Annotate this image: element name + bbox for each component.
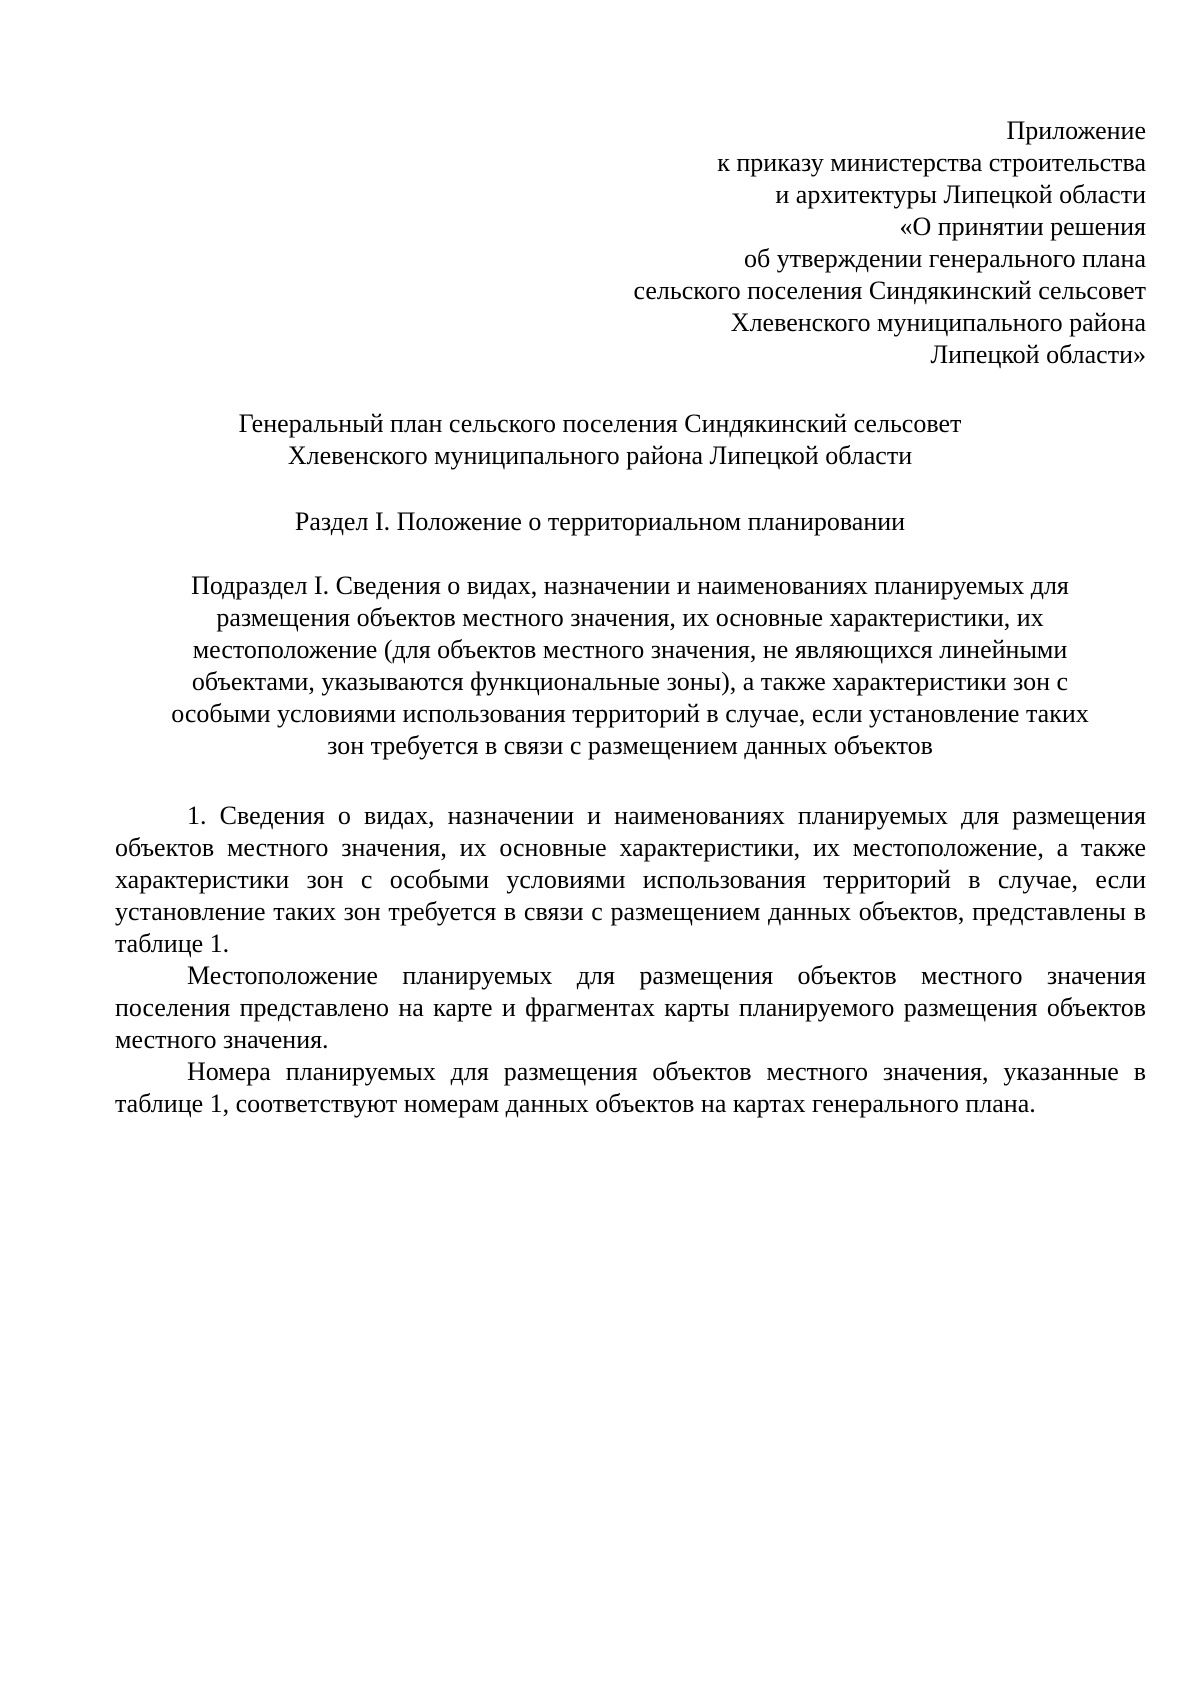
appendix-line: Липецкой области»	[930, 340, 1146, 369]
body-paragraph: Местоположение планируемых для размещения объектов местного значения поселения представлено на карте и фрагментах карты планируемого размещения объектов местного значения.	[115, 961, 1146, 1054]
body-text	[115, 800, 1146, 1120]
appendix-line: и архитектуры Липецкой области	[775, 180, 1146, 209]
title-line: Хлевенского муниципального района Липецкой области	[287, 441, 913, 470]
subsection-line: зон требуется в связи с размещением данных объектов	[327, 731, 933, 760]
appendix-line: сельского поселения Синдякинский сельсовет	[633, 276, 1146, 305]
subsection-title	[115, 570, 1145, 762]
appendix-line: к приказу министерства строительства	[717, 148, 1146, 177]
document-title	[120, 408, 1080, 472]
title-line: Генеральный план сельского поселения Синдякинский сельсовет	[238, 409, 962, 438]
subsection-line: Подраздел I. Сведения о видах, назначении и наименованиях планируемых для	[191, 571, 1069, 600]
subsection-line: местоположение (для объектов местного значения, не являющихся линейными	[192, 635, 1068, 664]
section-title: Раздел I. Положение о территориальном планировании	[294, 507, 906, 536]
body-paragraph: 1. Сведения о видах, назначении и наименованиях планируемых для размещения объектов местного значения, их основные характеристики, их местоположение, а также характеристики зон с особыми условиями использования территорий в случае, если установление таких зон требуется в связи с размещением данных объектов, представлены в таблице 1.	[115, 801, 1146, 958]
body-paragraph: Номера планируемых для размещения объектов местного значения, указанные в таблице 1, соответствуют номерам данных объектов на картах генерального плана.	[115, 1057, 1146, 1118]
appendix-line: «О принятии решения	[899, 212, 1146, 241]
subsection-line: размещения объектов местного значения, их основные характеристики, их	[216, 603, 1044, 632]
appendix-line: Хлевенского муниципального района	[730, 308, 1146, 337]
appendix-header	[560, 115, 1146, 371]
appendix-line: об утверждении генерального плана	[744, 244, 1146, 273]
subsection-line: объектами, указываются функциональные зоны), а также характеристики зон с	[191, 667, 1069, 696]
subsection-line: особыми условиями использования территорий в случае, если установление таких	[171, 699, 1089, 728]
appendix-line: Приложение	[1006, 116, 1146, 145]
